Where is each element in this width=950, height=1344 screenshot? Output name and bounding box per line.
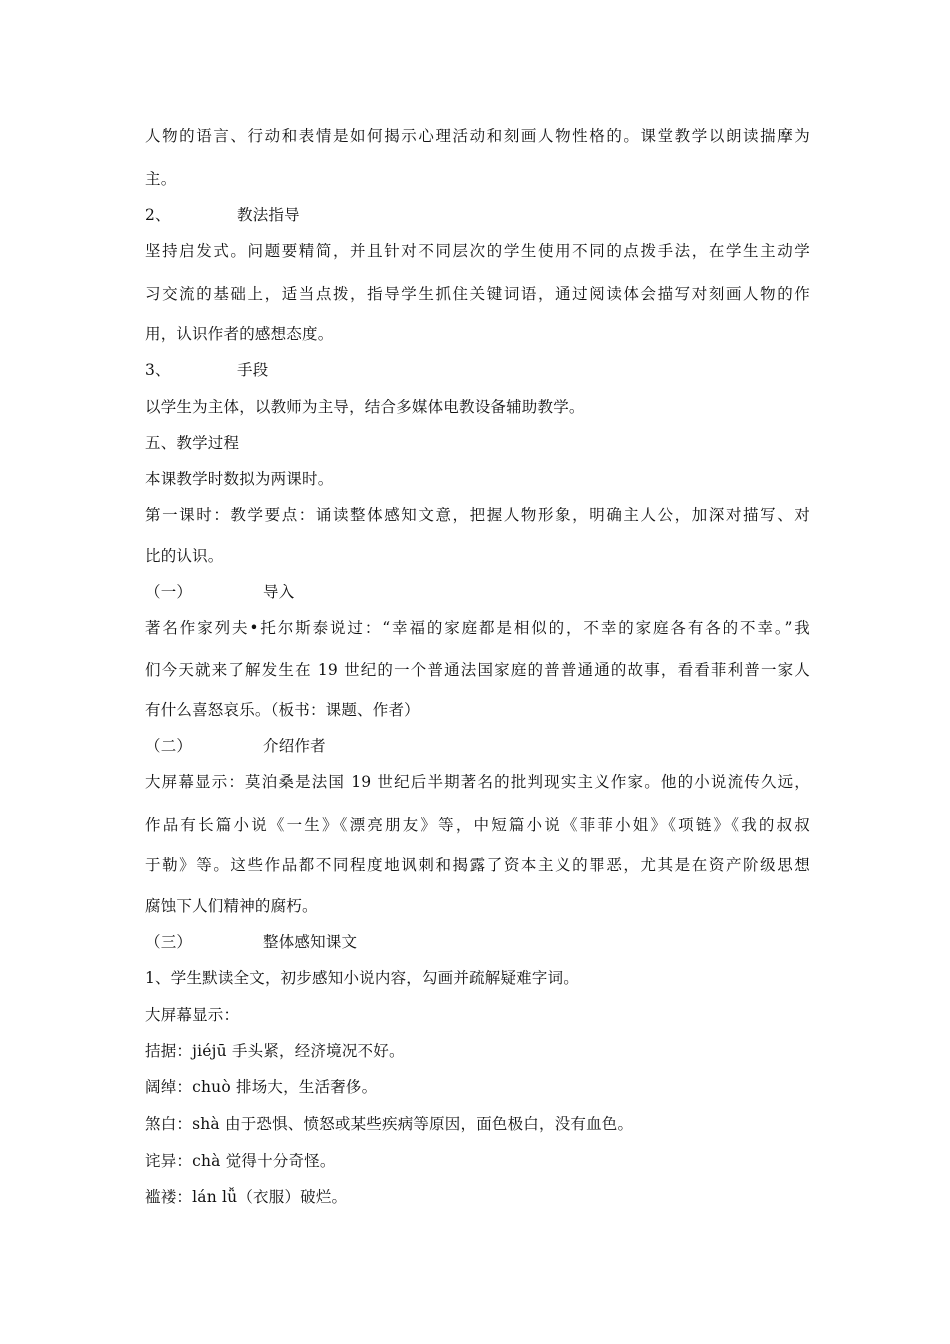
- subsection-heading-2: [145, 736, 810, 756]
- vocab-item: 诧异：chà 觉得十分奇怪。: [145, 1152, 336, 1170]
- heading-text: 手段: [237, 361, 269, 379]
- heading-text: 教法指导: [237, 206, 300, 224]
- paragraph-line: 大屏幕显示：: [145, 1006, 240, 1024]
- section-heading-3: [145, 360, 810, 380]
- paragraph-line: 腐蚀下人们精神的腐朽。: [145, 897, 318, 915]
- heading-text: 整体感知课文: [263, 933, 358, 951]
- heading-number: 2、: [145, 206, 171, 224]
- section-heading-5: 五、教学过程: [145, 434, 240, 452]
- heading-text: 介绍作者: [263, 737, 326, 755]
- heading-number: （三）: [145, 933, 193, 951]
- vocab-item: 阔绰：chuò 排场大，生活奢侈。: [145, 1078, 378, 1096]
- vocab-item: 煞白：shà 由于恐惧、愤怒或某些疾病等原因，面色极白，没有血色。: [145, 1115, 634, 1133]
- paragraph-line: 本课教学时数拟为两课时。: [145, 470, 334, 488]
- paragraph-line: 大屏幕显示：莫泊桑是法国 19 世纪后半期著名的批判现实主义作家。他的小说流传久远，: [145, 773, 810, 791]
- paragraph-line: 比的认识。: [145, 547, 224, 565]
- paragraph-line: 著名作家列夫•托尔斯泰说过：“幸福的家庭都是相似的，不幸的家庭各有各的不幸。”我: [145, 619, 810, 637]
- paragraph-line: 人物的语言、行动和表情是如何揭示心理活动和刻画人物性格的。课堂教学以朗读揣摩为: [145, 127, 810, 145]
- paragraph-line: 1、学生默读全文，初步感知小说内容，勾画并疏解疑难字词。: [145, 969, 579, 987]
- heading-number: （二）: [145, 737, 193, 755]
- subsection-heading-1: [145, 582, 810, 602]
- vocab-item: 拮据：jiéjū 手头紧，经济境况不好。: [145, 1042, 405, 1060]
- vocab-item: 褴褛：lán lǚ（衣服）破烂。: [145, 1188, 348, 1206]
- paragraph-line: 有什么喜怒哀乐。（板书：课题、作者）: [145, 701, 420, 719]
- paragraph-line: 以学生为主体，以教师为主导，结合多媒体电教设备辅助教学。: [145, 398, 585, 416]
- paragraph-line: 用，认识作者的感想态度。: [145, 325, 334, 343]
- paragraph-line: 作品有长篇小说《一生》《漂亮朋友》等，中短篇小说《菲菲小姐》《项链》《我的叔叔: [145, 816, 810, 834]
- subsection-heading-3: [145, 932, 810, 952]
- paragraph-line: 于勒》等。这些作品都不同程度地讽刺和揭露了资本主义的罪恶，尤其是在资产阶级思想: [145, 856, 810, 874]
- paragraph-line: 第一课时：教学要点：诵读整体感知文意，把握人物形象，明确主人公，加深对描写、对: [145, 506, 810, 524]
- heading-text: 导入: [263, 583, 295, 601]
- heading-number: （一）: [145, 583, 193, 601]
- paragraph-line: 主。: [145, 170, 177, 188]
- heading-number: 3、: [145, 361, 171, 379]
- paragraph-line: 们今天就来了解发生在 19 世纪的一个普通法国家庭的普普通通的故事，看看菲利普一家人: [145, 661, 810, 679]
- paragraph-line: 坚持启发式。问题要精简，并且针对不同层次的学生使用不同的点拨手法，在学生主动学: [145, 242, 810, 260]
- section-heading-2: [145, 205, 810, 225]
- paragraph-line: 习交流的基础上，适当点拨，指导学生抓住关键词语，通过阅读体会描写对刻画人物的作: [145, 285, 810, 303]
